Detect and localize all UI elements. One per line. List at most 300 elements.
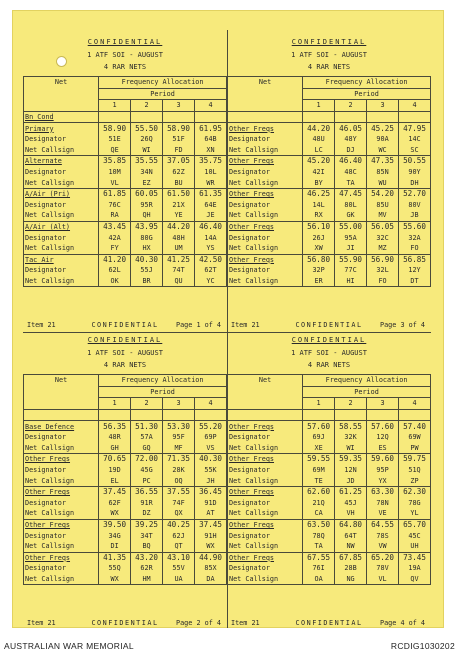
allocation-cell: RX [303, 210, 335, 221]
allocation-cell: 74F [163, 498, 195, 509]
allocation-cell [303, 409, 335, 421]
allocation-cell: WI [131, 145, 163, 156]
net-label: Net Callsign [228, 443, 303, 454]
allocation-cell: 37.05 [163, 156, 195, 167]
net-label: Designator [228, 530, 303, 541]
allocation-cell: OA [303, 574, 335, 585]
allocation-cell: LC [303, 145, 335, 156]
allocation-cell: VL [99, 177, 131, 188]
allocation-cell: XN [195, 145, 227, 156]
period-header: Period [303, 88, 431, 100]
soi-subtitle: 4 RAR NETS [307, 361, 351, 369]
allocation-cell: 95F [163, 432, 195, 443]
allocation-cell: 32C [367, 232, 399, 243]
allocation-cell: WC [367, 145, 399, 156]
net-label: Other Freqs [228, 123, 303, 134]
allocation-cell [399, 111, 431, 123]
allocation-cell [367, 111, 399, 123]
allocation-cell: YX [367, 475, 399, 486]
allocation-cell [195, 409, 227, 421]
table-row [228, 508, 431, 519]
soi-section-4 [227, 336, 431, 632]
soi-subtitle: 4 RAR NETS [103, 361, 147, 369]
allocation-cell: JI [335, 243, 367, 254]
period-3-header: 3 [163, 100, 195, 112]
allocation-cell: 58.90 [163, 123, 195, 134]
archive-reference: RCDIG1030202 [390, 641, 455, 651]
allocation-cell: 51F [163, 134, 195, 145]
period-4-header: 4 [195, 398, 227, 410]
soi-title: 1 ATF SOI - AUGUST [87, 349, 163, 357]
net-label: Alternate [24, 156, 99, 167]
net-label: Designator [24, 498, 99, 509]
allocation-cell: 41.35 [99, 552, 131, 563]
net-label: Other Freqs [228, 552, 303, 563]
net-column-header: Net [24, 375, 99, 410]
allocation-cell: 32K [335, 432, 367, 443]
allocation-cell: DJ [335, 145, 367, 156]
allocation-cell: 56.85 [399, 254, 431, 265]
classification-footer: CONFIDENTIAL [91, 619, 159, 627]
archive-credit: AUSTRALIAN WAR MEMORIAL [4, 641, 134, 651]
allocation-cell: 78N [367, 498, 399, 509]
allocation-cell: 45.25 [367, 123, 399, 134]
table-row [228, 519, 431, 530]
net-label: Designator [24, 432, 99, 443]
allocation-cell: 40.25 [163, 519, 195, 530]
net-label: Net Callsign [24, 443, 99, 454]
allocation-cell: 54.20 [367, 188, 399, 199]
net-label: Designator [24, 232, 99, 243]
net-label: Net Callsign [24, 541, 99, 552]
frequency-table [23, 374, 227, 585]
allocation-cell: 64B [195, 134, 227, 145]
table-row [24, 111, 227, 123]
net-label: Net Callsign [228, 243, 303, 254]
allocation-cell: GK [335, 210, 367, 221]
period-3-header: 3 [367, 398, 399, 410]
period-2-header: 2 [335, 100, 367, 112]
allocation-cell: VS [195, 443, 227, 454]
allocation-cell: 44.90 [195, 552, 227, 563]
allocation-cell: 50.55 [399, 156, 431, 167]
allocation-cell: 32L [367, 265, 399, 276]
allocation-cell: NG [335, 574, 367, 585]
allocation-cell: WI [335, 443, 367, 454]
allocation-cell: 32A [399, 232, 431, 243]
allocation-cell: 39.25 [131, 519, 163, 530]
allocation-cell: 59.60 [367, 454, 399, 465]
frequency-allocation-header: Frequency Allocation [303, 77, 431, 89]
net-label: Other Freqs [228, 254, 303, 265]
table-row [228, 552, 431, 563]
allocation-cell [131, 409, 163, 421]
allocation-cell: 57.40 [399, 421, 431, 432]
allocation-cell: 48C [335, 167, 367, 178]
allocation-cell: 42I [303, 167, 335, 178]
net-label: Net Callsign [228, 145, 303, 156]
allocation-cell: UA [163, 574, 195, 585]
allocation-cell: 85U [367, 200, 399, 211]
allocation-cell: 19A [399, 563, 431, 574]
allocation-cell: TA [335, 177, 367, 188]
allocation-cell: 42A [99, 232, 131, 243]
allocation-cell: 62L [99, 265, 131, 276]
allocation-cell: DI [99, 541, 131, 552]
classification-header: CONFIDENTIAL [291, 336, 367, 344]
allocation-cell: OQ [163, 475, 195, 486]
table-row [24, 530, 227, 541]
allocation-cell: ES [367, 443, 399, 454]
allocation-cell: 91R [131, 498, 163, 509]
allocation-cell: EZ [131, 177, 163, 188]
period-header: Period [99, 386, 227, 398]
net-label: Designator [228, 465, 303, 476]
net-label: Other Freqs [24, 519, 99, 530]
allocation-cell: WR [195, 177, 227, 188]
table-row [24, 188, 227, 199]
allocation-cell: 77C [335, 265, 367, 276]
allocation-cell: 67.55 [303, 552, 335, 563]
allocation-cell: 57.60 [367, 421, 399, 432]
allocation-cell: 48Y [335, 134, 367, 145]
allocation-cell: QV [399, 574, 431, 585]
period-4-header: 4 [399, 398, 431, 410]
net-label: A/Air (Pri) [24, 188, 99, 199]
allocation-cell: GH [99, 443, 131, 454]
allocation-cell: 14L [303, 200, 335, 211]
allocation-cell: 80G [131, 232, 163, 243]
allocation-cell: 61.25 [335, 486, 367, 497]
net-label: Net Callsign [228, 177, 303, 188]
item-number: Item 21 [27, 619, 56, 627]
allocation-cell: 36.55 [131, 486, 163, 497]
allocation-cell: JE [195, 210, 227, 221]
allocation-cell: 62Z [163, 167, 195, 178]
net-label: Net Callsign [24, 508, 99, 519]
allocation-cell [163, 409, 195, 421]
allocation-cell: 61.95 [195, 123, 227, 134]
allocation-cell: 35.85 [99, 156, 131, 167]
net-label: Other Freqs [228, 156, 303, 167]
period-1-header: 1 [99, 100, 131, 112]
allocation-cell: 56.10 [303, 221, 335, 232]
allocation-cell: 10M [99, 167, 131, 178]
net-label: Other Freqs [24, 454, 99, 465]
allocation-cell [335, 409, 367, 421]
allocation-cell: 64T [335, 530, 367, 541]
allocation-cell: WX [195, 541, 227, 552]
allocation-cell: 78Q [303, 530, 335, 541]
allocation-cell: WU [367, 177, 399, 188]
net-label: Net Callsign [24, 276, 99, 287]
net-label: Designator [228, 563, 303, 574]
allocation-cell: 78V [367, 563, 399, 574]
table-row [24, 432, 227, 443]
allocation-cell: 55.50 [131, 123, 163, 134]
allocation-cell: 55.20 [195, 421, 227, 432]
frequency-allocation-header: Frequency Allocation [99, 77, 227, 89]
table-row [228, 134, 431, 145]
allocation-cell: 28B [335, 563, 367, 574]
net-label: Other Freqs [228, 221, 303, 232]
table-row [228, 221, 431, 232]
net-label: Net Callsign [228, 508, 303, 519]
allocation-cell: 36.45 [195, 486, 227, 497]
allocation-cell: 95R [131, 200, 163, 211]
table-row [228, 475, 431, 486]
frequency-table [227, 374, 431, 585]
allocation-cell: 90Y [399, 167, 431, 178]
allocation-cell: 59.55 [303, 454, 335, 465]
classification-header: CONFIDENTIAL [87, 38, 163, 46]
net-label: Designator [228, 232, 303, 243]
allocation-cell: 63.50 [303, 519, 335, 530]
table-row [24, 563, 227, 574]
allocation-cell: UM [163, 243, 195, 254]
table-row [228, 188, 431, 199]
table-row [24, 265, 227, 276]
soi-section-1 [23, 38, 227, 334]
net-label [228, 111, 303, 123]
net-label: Net Callsign [228, 541, 303, 552]
allocation-cell: 32P [303, 265, 335, 276]
table-row [24, 145, 227, 156]
allocation-cell: BY [303, 177, 335, 188]
table-row [24, 465, 227, 476]
allocation-cell: 10L [195, 167, 227, 178]
allocation-cell: XE [303, 443, 335, 454]
allocation-cell: QT [163, 541, 195, 552]
page-number: Page 4 of 4 [379, 619, 425, 627]
table-row [228, 123, 431, 134]
allocation-cell: 56.80 [303, 254, 335, 265]
classification-footer: CONFIDENTIAL [295, 619, 363, 627]
allocation-cell: 61.85 [99, 188, 131, 199]
allocation-cell: MZ [367, 243, 399, 254]
allocation-cell: 46.25 [303, 188, 335, 199]
frequency-table [23, 76, 227, 287]
allocation-cell: NW [335, 541, 367, 552]
period-4-header: 4 [195, 100, 227, 112]
allocation-cell: FD [163, 145, 195, 156]
net-label: Net Callsign [228, 210, 303, 221]
table-row [24, 134, 227, 145]
classification-footer: CONFIDENTIAL [295, 321, 363, 329]
table-row [228, 200, 431, 211]
period-2-header: 2 [131, 100, 163, 112]
allocation-cell: 34N [131, 167, 163, 178]
allocation-cell: 64.80 [335, 519, 367, 530]
allocation-cell: 95A [335, 232, 367, 243]
allocation-cell: FO [399, 243, 431, 254]
allocation-cell: 12Q [367, 432, 399, 443]
allocation-cell: 41.25 [163, 254, 195, 265]
net-label: Designator [228, 498, 303, 509]
allocation-cell: 55.90 [335, 254, 367, 265]
allocation-cell: 55J [131, 265, 163, 276]
allocation-cell: 65.20 [367, 552, 399, 563]
allocation-cell: 62T [195, 265, 227, 276]
allocation-cell: 62F [99, 498, 131, 509]
allocation-cell: 44.20 [303, 123, 335, 134]
allocation-cell: 26Q [131, 134, 163, 145]
table-row [228, 254, 431, 265]
table-row [228, 530, 431, 541]
period-1-header: 1 [303, 100, 335, 112]
item-number: Item 21 [27, 321, 56, 329]
table-row [24, 177, 227, 188]
allocation-cell: 56.90 [367, 254, 399, 265]
allocation-cell: 85N [367, 167, 399, 178]
allocation-cell: 34T [131, 530, 163, 541]
net-label: Designator [24, 530, 99, 541]
soi-subtitle: 4 RAR NETS [103, 63, 147, 71]
allocation-cell: 43.20 [131, 552, 163, 563]
table-row [24, 421, 227, 432]
net-label: Designator [228, 200, 303, 211]
allocation-cell: HX [131, 243, 163, 254]
table-row [24, 498, 227, 509]
allocation-cell: 57.60 [303, 421, 335, 432]
allocation-cell: BR [131, 276, 163, 287]
allocation-cell: 73.45 [399, 552, 431, 563]
allocation-cell [163, 111, 195, 123]
allocation-cell: AT [195, 508, 227, 519]
item-number: Item 21 [231, 321, 260, 329]
allocation-cell: YE [163, 210, 195, 221]
allocation-cell: 70.65 [99, 454, 131, 465]
net-label: Designator [24, 200, 99, 211]
allocation-cell: JH [195, 475, 227, 486]
allocation-cell: 39.50 [99, 519, 131, 530]
table-row [24, 443, 227, 454]
allocation-cell: 35.75 [195, 156, 227, 167]
allocation-cell: 56.05 [367, 221, 399, 232]
allocation-cell: YC [195, 276, 227, 287]
table-row [228, 486, 431, 497]
allocation-cell: DA [195, 574, 227, 585]
allocation-cell: YS [195, 243, 227, 254]
allocation-cell: 80L [335, 200, 367, 211]
table-row [24, 552, 227, 563]
allocation-cell: 45J [335, 498, 367, 509]
allocation-cell: 62J [163, 530, 195, 541]
allocation-cell: 47.95 [399, 123, 431, 134]
allocation-cell: 76C [99, 200, 131, 211]
allocation-cell: 85X [195, 563, 227, 574]
allocation-cell: 26J [303, 232, 335, 243]
table-row [228, 210, 431, 221]
table-row [228, 465, 431, 476]
allocation-cell: 37.45 [99, 486, 131, 497]
allocation-cell [131, 111, 163, 123]
allocation-cell: 41.20 [99, 254, 131, 265]
allocation-cell: DH [399, 177, 431, 188]
allocation-cell: PW [399, 443, 431, 454]
allocation-cell: 51.30 [131, 421, 163, 432]
allocation-cell: 61.35 [195, 188, 227, 199]
allocation-cell: 46.05 [335, 123, 367, 134]
table-row [228, 498, 431, 509]
allocation-cell: 19D [99, 465, 131, 476]
allocation-cell: SC [399, 145, 431, 156]
table-row [24, 486, 227, 497]
period-1-header: 1 [303, 398, 335, 410]
allocation-cell: 59.35 [335, 454, 367, 465]
allocation-cell: VE [367, 508, 399, 519]
allocation-cell: 62.30 [399, 486, 431, 497]
allocation-cell: QU [163, 276, 195, 287]
allocation-cell: 12Y [399, 265, 431, 276]
allocation-cell: 45C [399, 530, 431, 541]
allocation-cell: 53.30 [163, 421, 195, 432]
table-row [24, 508, 227, 519]
allocation-cell: 57A [131, 432, 163, 443]
table-row [228, 541, 431, 552]
table-row [24, 156, 227, 167]
net-label: Designator [24, 465, 99, 476]
net-label: Net Callsign [228, 276, 303, 287]
allocation-cell: 21Q [303, 498, 335, 509]
allocation-cell: 60.05 [131, 188, 163, 199]
allocation-cell: 43.45 [99, 221, 131, 232]
soi-title: 1 ATF SOI - AUGUST [291, 51, 367, 59]
allocation-cell: 71.35 [163, 454, 195, 465]
allocation-cell: MF [163, 443, 195, 454]
table-row [228, 454, 431, 465]
allocation-cell: 12N [335, 465, 367, 476]
net-column-header: Net [228, 375, 303, 410]
allocation-cell: VH [335, 508, 367, 519]
net-label: Other Freqs [228, 188, 303, 199]
allocation-cell: YL [399, 508, 431, 519]
allocation-cell: 69M [303, 465, 335, 476]
allocation-cell: 51E [99, 134, 131, 145]
net-label: Net Callsign [228, 574, 303, 585]
net-label: Tac Air [24, 254, 99, 265]
allocation-cell: 61.50 [163, 188, 195, 199]
period-3-header: 3 [163, 398, 195, 410]
allocation-cell: 69P [195, 432, 227, 443]
allocation-cell: VW [367, 541, 399, 552]
table-row [24, 221, 227, 232]
table-row [228, 409, 431, 421]
allocation-cell: 44.20 [163, 221, 195, 232]
net-label: Bn Cond [24, 111, 99, 123]
allocation-cell: 40.30 [131, 254, 163, 265]
allocation-cell: FY [99, 243, 131, 254]
allocation-cell: 40.30 [195, 454, 227, 465]
period-1-header: 1 [99, 398, 131, 410]
allocation-cell: 14C [399, 134, 431, 145]
allocation-cell: 43.10 [163, 552, 195, 563]
allocation-cell: BU [163, 177, 195, 188]
table-row [228, 276, 431, 287]
allocation-cell: 72.00 [131, 454, 163, 465]
table-row [24, 243, 227, 254]
table-row [24, 475, 227, 486]
allocation-cell: HM [131, 574, 163, 585]
allocation-cell: 45.20 [303, 156, 335, 167]
allocation-cell [303, 111, 335, 123]
net-label: Designator [24, 563, 99, 574]
allocation-cell: 52.70 [399, 188, 431, 199]
allocation-cell: 64.55 [367, 519, 399, 530]
item-number: Item 21 [231, 619, 260, 627]
net-label: Designator [24, 265, 99, 276]
allocation-cell [335, 111, 367, 123]
